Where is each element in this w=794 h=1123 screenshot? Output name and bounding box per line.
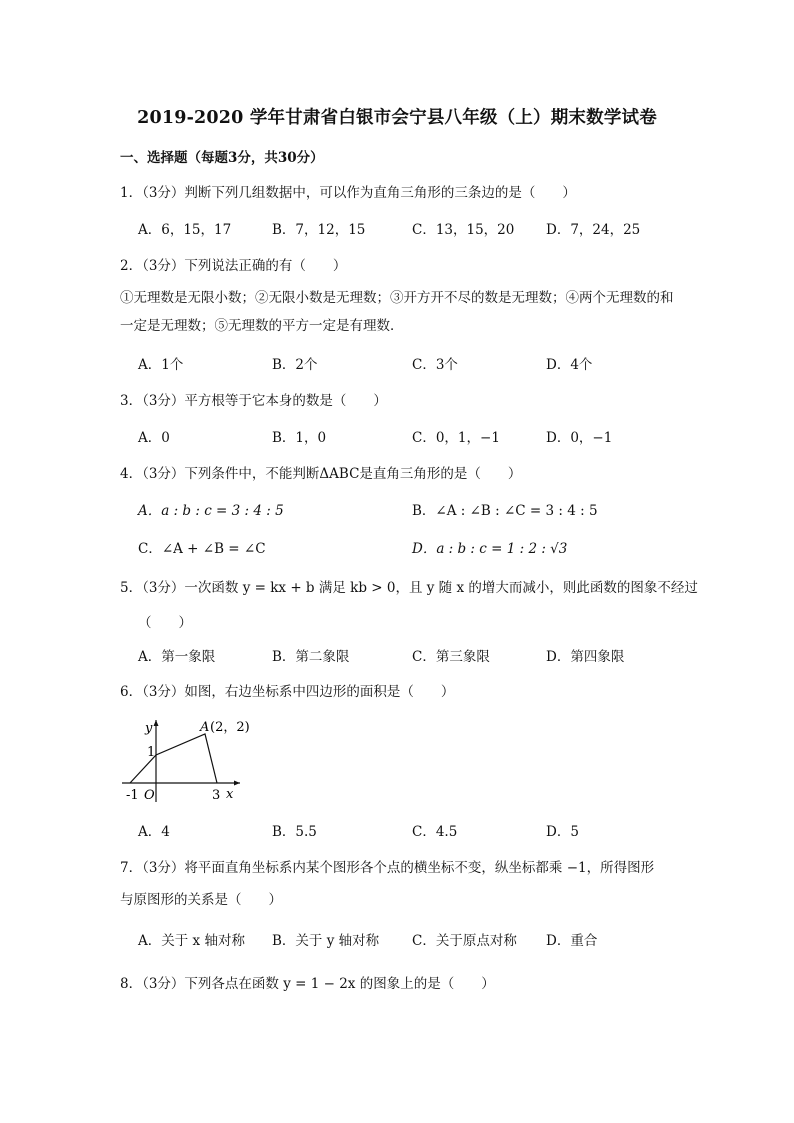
y-axis-label: y [145,721,153,736]
x-axis-arrow [234,781,240,786]
question-2-option-a: A．1个 [138,357,184,373]
x-axis-label: x [226,787,234,802]
question-2-body: ①无理数是无限小数；②无限小数是无理数；③开方开不尽的数是无理数；④两个无理数的和一定是无理数；⑤无理数的平方一定是有理数． [120,290,674,334]
point-a-label: A [200,720,210,735]
question-6-option-b: B．5.5 [272,824,317,840]
question-5-option-c: C．第三象限 [412,649,490,665]
question-7-option-a: A．关于 x 轴对称 [138,933,245,949]
question-5-option-a: A．第一象限 [138,649,216,665]
question-7-option-c: C．关于原点对称 [412,933,517,949]
question-3-option-d: D．0，−1 [546,430,613,446]
origin-label: O [144,788,155,803]
question-2-stem: 2．（3分）下列说法正确的有（ ） [120,258,347,274]
question-1-option-c: C．13，15，20 [412,222,515,238]
tick-label-1: 1 [147,745,156,760]
question-2-option-d: D．4个 [546,357,593,373]
question-4-stem: 4．（3分）下列条件中，不能判断ΔABC是直角三角形的是（ ） [120,466,522,482]
point-a-coords: (2，2) [210,720,250,735]
question-4-option-a: A．a : b : c = 3 : 4 : 5 [138,503,284,519]
question-6-option-a: A．4 [138,824,170,840]
question-4-option-c: C．∠A + ∠B = ∠C [138,541,266,557]
y-axis-arrow [154,720,159,726]
section-heading: 一、选择题（每题3分，共30分） [120,150,324,166]
question-4-option-b: B．∠A : ∠B : ∠C = 3 : 4 : 5 [412,503,598,519]
page-title: 2019-2020 学年甘肃省白银市会宁县八年级（上）期末数学试卷 [137,108,657,128]
question-6-option-d: D．5 [546,824,579,840]
tick-label-neg1: -1 [126,788,139,803]
question-3-option-b: B．1，0 [272,430,327,446]
question-1-option-b: B．7，12，15 [272,222,366,238]
question-7-stem-cont: 与原图形的关系是（ ） [120,892,282,908]
question-3-stem: 3．（3分）平方根等于它本身的数是（ ） [120,393,387,409]
question-1-option-d: D．7，24，25 [546,222,641,238]
question-8-stem: 8．（3分）下列各点在函数 y = 1 − 2x 的图象上的是（ ） [120,976,495,992]
question-6-option-c: C．4.5 [412,824,458,840]
question-7-stem: 7．（3分）将平面直角坐标系内某个图形各个点的横坐标不变，纵坐标都乘 −1，所得图形 [120,860,655,876]
question-7-option-b: B．关于 y 轴对称 [272,933,380,949]
question-5-option-b: B．第二象限 [272,649,350,665]
question-1-option-a: A．6，15，17 [138,222,232,238]
question-2-option-b: B．2个 [272,357,318,373]
question-3-option-c: C．0，1，−1 [412,430,500,446]
question-4-option-d: D．a : b : c = 1 : 2 : √3 [412,541,568,557]
question-7-option-d: D．重合 [546,933,598,949]
question-5-stem: 5．（3分）一次函数 y = kx + b 满足 kb > 0，且 y 随 x 的增大而减小，则此函数的图象不经过 [120,580,698,596]
question-6-stem: 6．（3分）如图，右边坐标系中四边形的面积是（ ） [120,684,455,700]
question-3-option-a: A．0 [138,430,170,446]
quadrilateral-figure [118,714,268,806]
tick-label-3: 3 [212,788,221,803]
question-2-option-c: C．3个 [412,357,458,373]
question-1-stem: 1．（3分）判断下列几组数据中，可以作为直角三角形的三条边的是（ ） [120,185,576,201]
quadrilateral-outline [130,734,217,783]
question-5-stem-cont: （ ） [138,615,192,631]
question-5-option-d: D．第四象限 [546,649,625,665]
